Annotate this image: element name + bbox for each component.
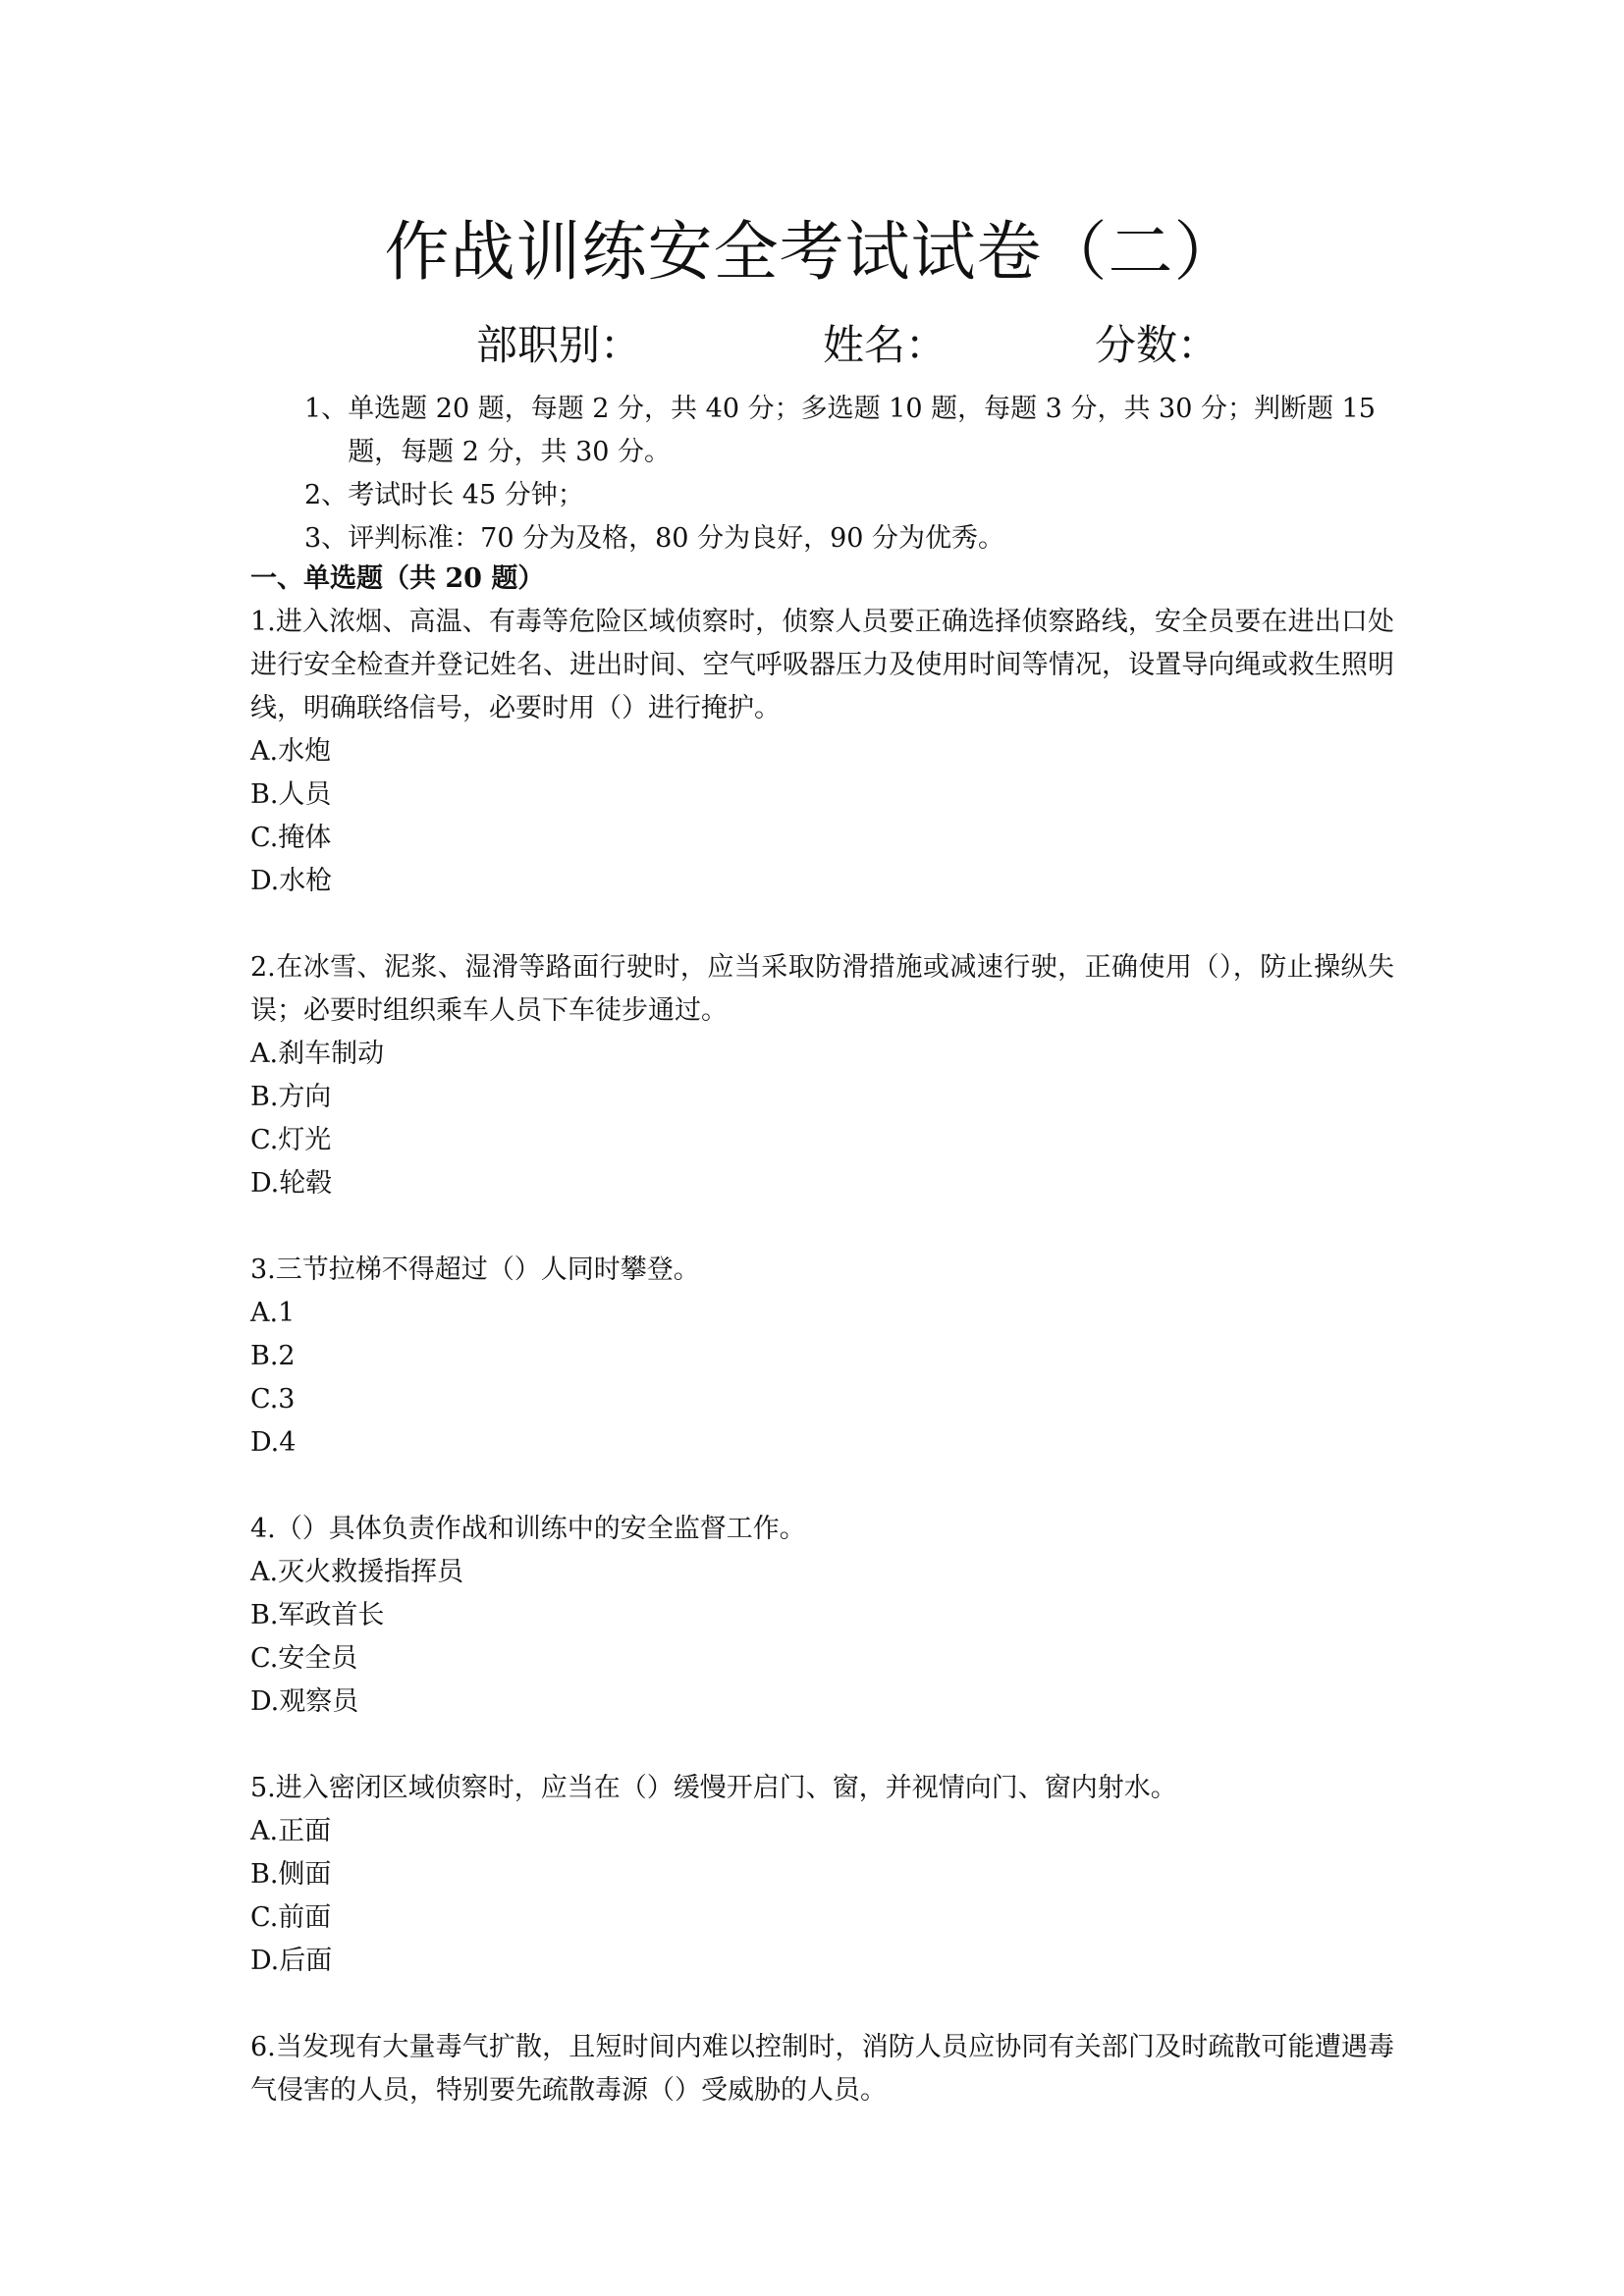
question-1 — [250, 601, 1394, 903]
option-a: A.正面 — [250, 1816, 332, 1846]
option-c: C.掩体 — [250, 823, 332, 853]
question-4 — [250, 1508, 1394, 1724]
option-d: D.水枪 — [250, 866, 333, 896]
option-b: B.方向 — [250, 1082, 332, 1112]
name-field-label: 姓名： — [823, 321, 947, 369]
exam-instructions — [304, 388, 1394, 561]
section-heading-single-choice: 一、单选题（共 20 题） — [250, 563, 545, 594]
instruction-item — [304, 388, 1394, 474]
department-field-label: 部职别： — [476, 321, 642, 369]
instruction-number: 2、 — [304, 480, 349, 510]
option-c: C.灯光 — [250, 1125, 332, 1155]
exam-info-fields — [0, 316, 1624, 375]
question-stem: 6.当发现有大量毒气扩散，且短时间内难以控制时，消防人员应协同有关部门及时疏散可能遭遇毒气侵害的人员，特别要先疏散毒源（）受威胁的人员。 — [250, 2032, 1394, 2106]
option-b: B.军政首长 — [250, 1600, 385, 1630]
option-a: A.1 — [250, 1298, 296, 1328]
option-b: B.人员 — [250, 779, 332, 810]
question-5 — [250, 1767, 1394, 1983]
exam-title: 作战训练安全考试试卷（二） — [384, 214, 1240, 290]
option-d: D.观察员 — [250, 1686, 359, 1717]
question-stem: 5.进入密闭区域侦察时，应当在（）缓慢开启门、窗，并视情向门、窗内射水。 — [250, 1773, 1177, 1803]
option-a: A.水炮 — [250, 736, 332, 767]
option-d: D.4 — [250, 1427, 297, 1458]
instruction-text: 考试时长 45 分钟； — [348, 480, 584, 510]
question-stem: 3.三节拉梯不得超过（）人同时攀登。 — [250, 1255, 700, 1285]
instruction-number: 3、 — [304, 523, 349, 554]
option-c: C.前面 — [250, 1902, 332, 1933]
option-c: C.安全员 — [250, 1643, 358, 1674]
option-d: D.后面 — [250, 1946, 333, 1976]
option-a: A.灭火救援指挥员 — [250, 1557, 464, 1587]
option-c: C.3 — [250, 1384, 296, 1415]
instruction-text: 评判标准：70 分为及格，80 分为良好，90 分为优秀。 — [348, 523, 1005, 554]
option-a: A.刹车制动 — [250, 1039, 385, 1069]
instruction-item — [304, 474, 1394, 517]
question-2 — [250, 946, 1394, 1205]
option-b: B.侧面 — [250, 1859, 332, 1890]
question-stem: 4.（）具体负责作战和训练中的安全监督工作。 — [250, 1514, 806, 1544]
question-stem: 1.进入浓烟、高温、有毒等危险区域侦察时，侦察人员要正确选择侦察路线，安全员要在进出口处进行安全检查并登记姓名、进出时间、空气呼吸器压力及使用时间等情况，设置导向绳或救生照明线，明确联络信号，必要时用（）进行掩护。 — [250, 607, 1394, 723]
option-b: B.2 — [250, 1341, 296, 1371]
option-d: D.轮毂 — [250, 1168, 333, 1199]
question-6 — [250, 2026, 1394, 2112]
instruction-number: 1、 — [304, 394, 349, 424]
instruction-text: 单选题 20 题，每题 2 分，共 40 分；多选题 10 题，每题 3 分，共 30 分；判断题 15 题，每题 2 分，共 30 分。 — [348, 394, 1376, 467]
instruction-item — [304, 517, 1394, 561]
question-stem: 2.在冰雪、泥浆、湿滑等路面行驶时，应当采取防滑措施或减速行驶，正确使用（），防止操纵失误；必要时组织乘车人员下车徒步通过。 — [250, 952, 1394, 1026]
question-3 — [250, 1249, 1394, 1465]
question-list — [250, 601, 1394, 2156]
score-field-label: 分数： — [1095, 321, 1219, 369]
